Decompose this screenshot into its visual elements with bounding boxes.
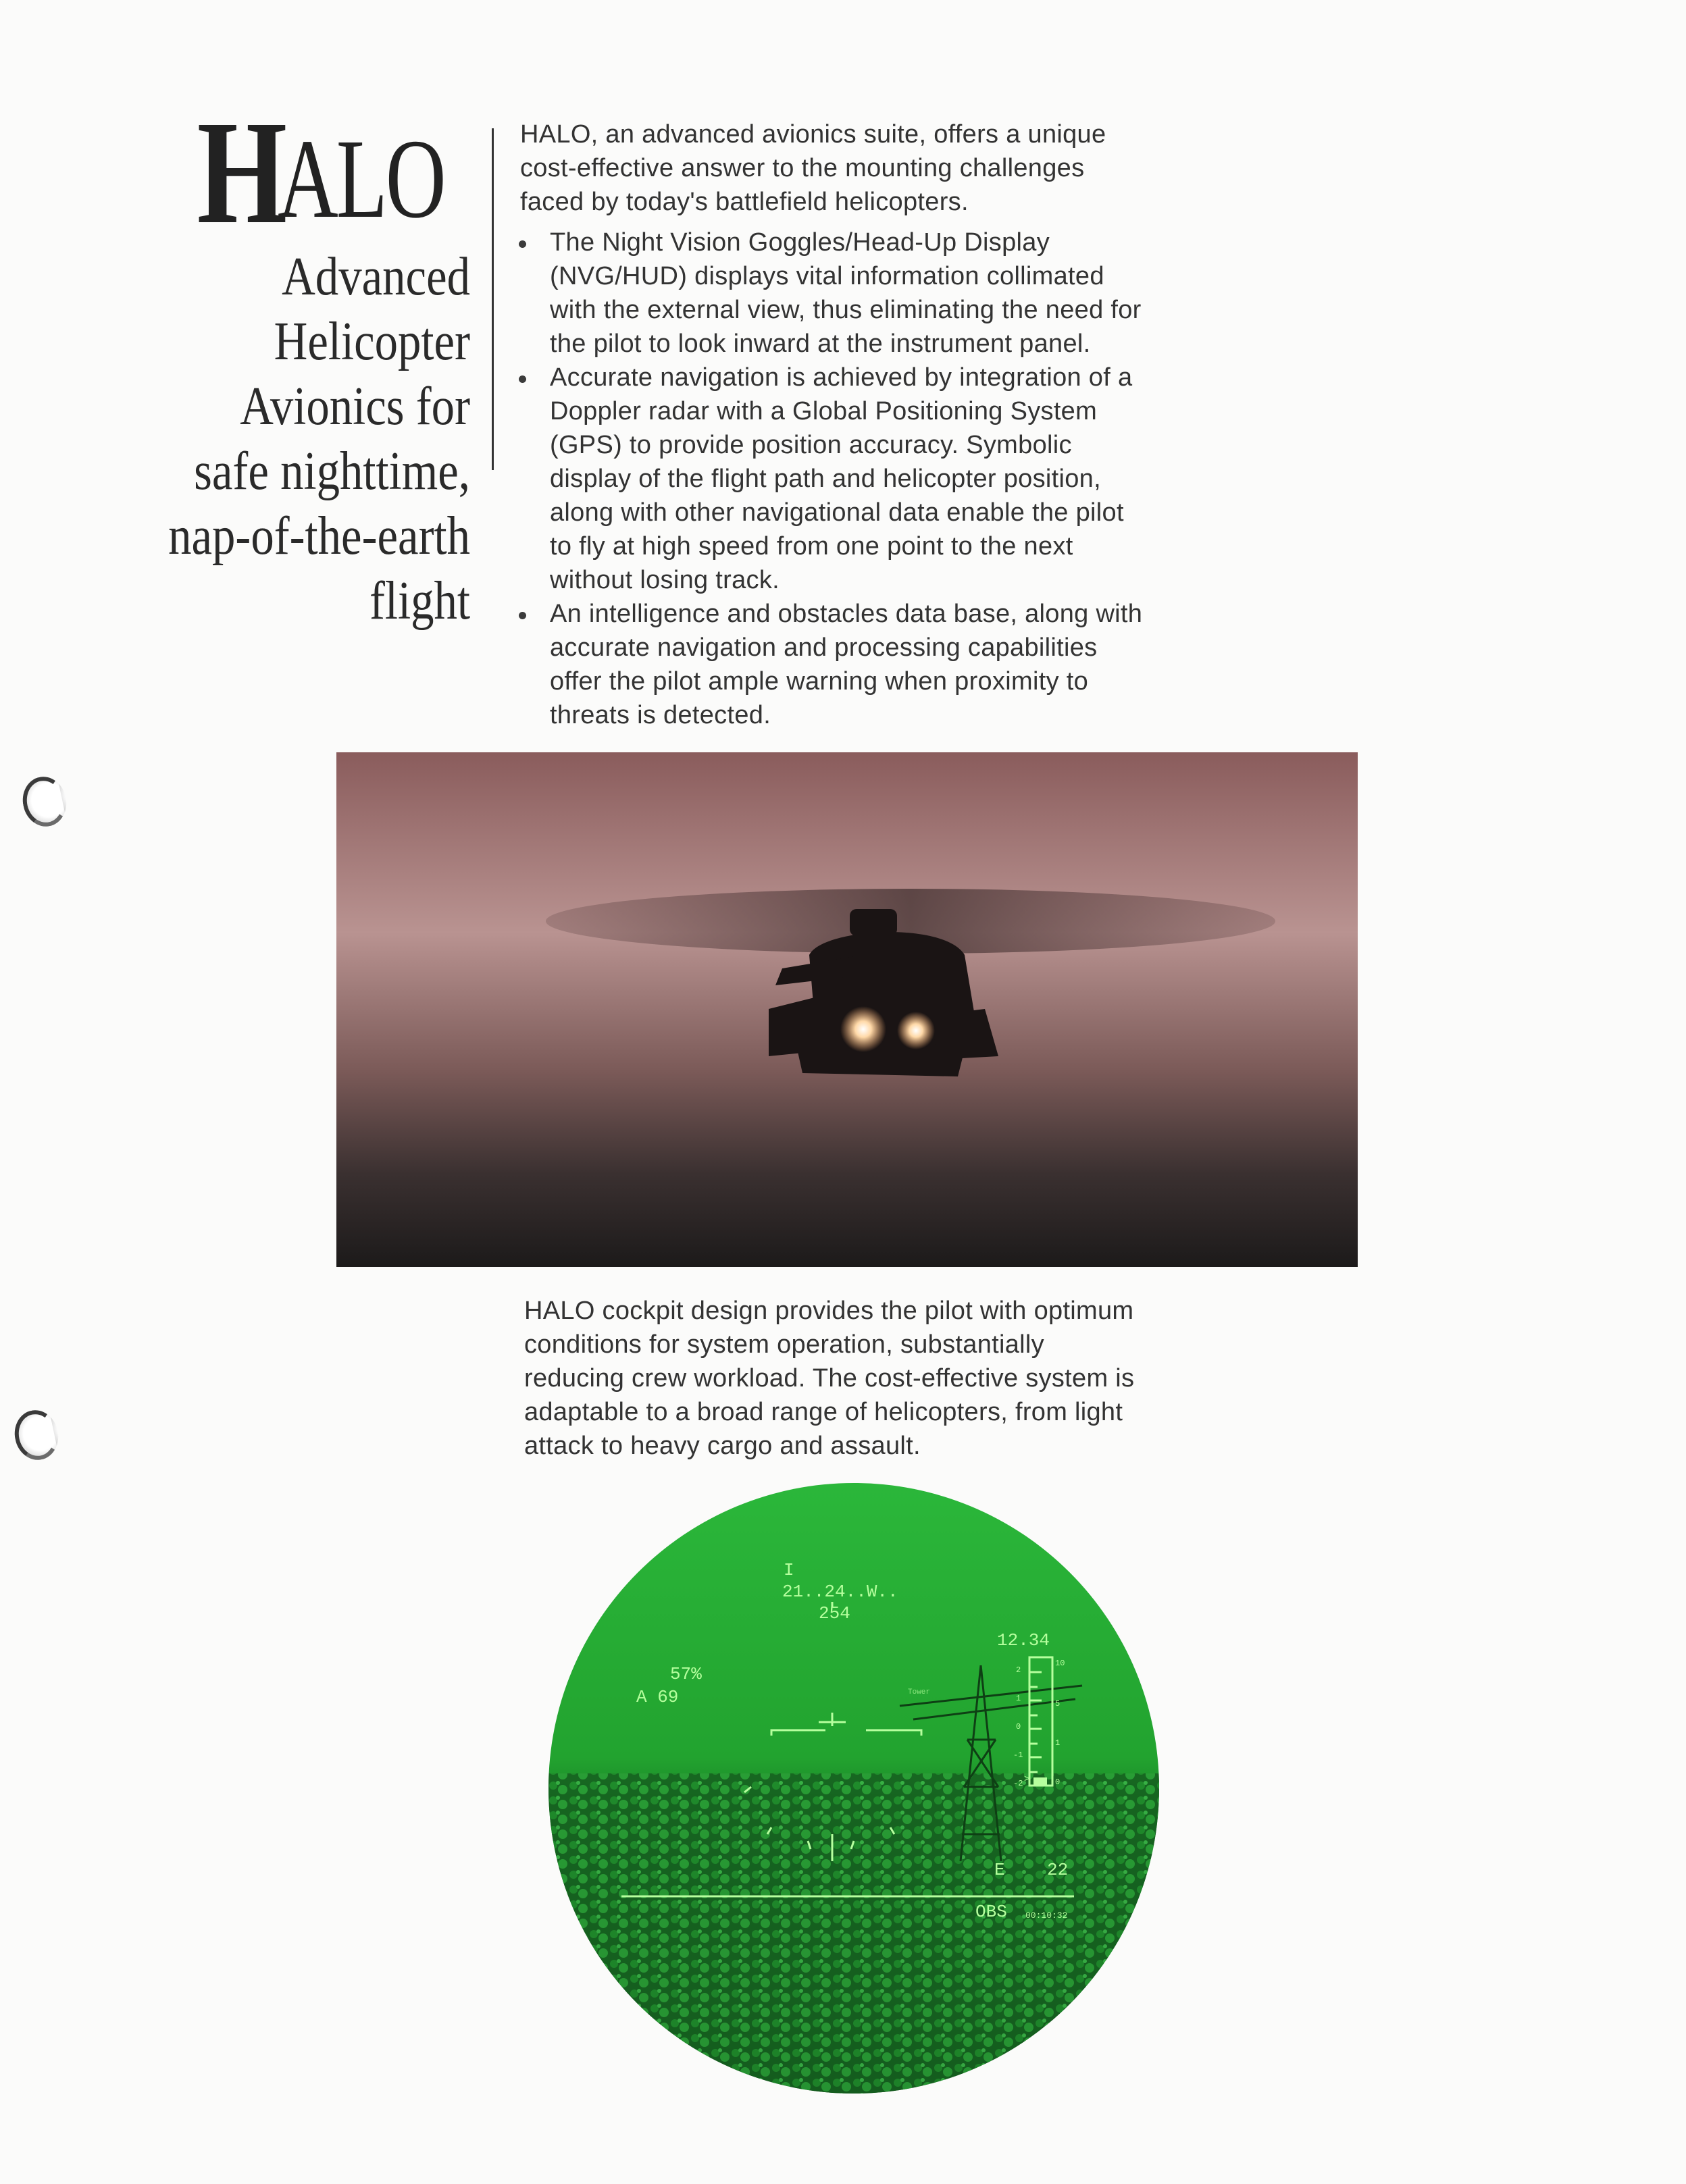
intro-line: HALO, an advanced avionics suite, offers a unique — [520, 120, 1106, 149]
hud-range-readout: 12.34 — [997, 1630, 1050, 1650]
feature-line: threats is detected. — [550, 701, 771, 729]
hud-wind-value: 22 — [1047, 1860, 1069, 1880]
night-vision-hud-view — [548, 1483, 1159, 2094]
feature-line: (NVG/HUD) displays vital information collimated — [550, 262, 1104, 290]
subtitle-line: nap-of-the-earth flight — [168, 506, 470, 631]
intro-paragraph — [520, 118, 1169, 219]
binder-hole-top — [18, 773, 71, 831]
terrain — [548, 1773, 1159, 2094]
feature-item-navigation — [513, 361, 1189, 597]
feature-line: display of the flight path and helicopter position, — [550, 465, 1101, 493]
title-rest: ALO — [277, 116, 444, 242]
hud-wind-direction: E — [994, 1860, 1005, 1880]
helicopter-photo — [336, 752, 1358, 1267]
hud-altitude: A 69 — [636, 1687, 679, 1707]
hud-mode: OBS — [975, 1902, 1007, 1922]
caption-line: conditions for system operation, substantially — [524, 1330, 1044, 1359]
title-initial: H — [197, 90, 287, 255]
halo-logo-title — [197, 90, 476, 255]
hud-torque: 57% — [670, 1664, 702, 1684]
vsi-label: 1 — [1055, 1738, 1061, 1748]
subtitle-line: safe nighttime, — [194, 442, 470, 501]
subtitle — [124, 244, 470, 633]
hud-heading-tape: 21..24..W.. — [782, 1582, 898, 1602]
hud-heading-value: 254 — [819, 1603, 850, 1623]
feature-line: without losing track. — [550, 566, 780, 594]
vsi-label: -1 — [1013, 1750, 1023, 1760]
vsi-label: 10 — [1055, 1659, 1065, 1668]
vsi-label: 0 — [1016, 1722, 1021, 1732]
feature-item-nvg-hud — [513, 226, 1189, 361]
hud-heading-marker: I — [784, 1560, 794, 1580]
vsi-label: 2 — [1016, 1665, 1021, 1675]
caption-line: HALO cockpit design provides the pilot with optimum — [524, 1297, 1134, 1325]
feature-line: the pilot to look inward at the instrument panel. — [550, 330, 1091, 358]
caption-line: attack to heavy cargo and assault. — [524, 1432, 921, 1460]
vsi-label: 5 — [1055, 1699, 1061, 1709]
feature-line: An intelligence and obstacles data base, along with — [550, 600, 1143, 628]
binder-hole-bottom — [10, 1406, 63, 1464]
feature-line: offer the pilot ample warning when proximity to — [550, 667, 1089, 696]
landing-light-left — [840, 1006, 886, 1052]
subtitle-line: Advanced Helicopter — [274, 247, 470, 371]
hud-timer: 00:10:32 — [1025, 1910, 1068, 1921]
feature-line: Doppler radar with a Global Positioning System — [550, 397, 1098, 425]
tower-label: Tower — [908, 1688, 931, 1696]
feature-list — [513, 226, 1189, 732]
caption-line: adaptable to a broad range of helicopters, from light — [524, 1398, 1123, 1426]
landing-light-right — [897, 1012, 935, 1049]
caption-paragraph — [524, 1294, 1200, 1463]
vertical-divider — [492, 128, 494, 470]
vsi-pointer: > — [1024, 1774, 1030, 1785]
feature-line: with the external view, thus eliminating the need for — [550, 296, 1142, 324]
feature-line: (GPS) to provide position accuracy. Symbolic — [550, 431, 1072, 459]
feature-item-threat-database — [513, 597, 1189, 732]
feature-line: along with other navigational data enable the pilot — [550, 498, 1124, 527]
feature-line: to fly at high speed from one point to the next — [550, 532, 1073, 561]
caption-line: reducing crew workload. The cost-effective system is — [524, 1364, 1135, 1393]
intro-line: cost-effective answer to the mounting challenges — [520, 154, 1085, 182]
feature-line: Accurate navigation is achieved by integration of a — [550, 363, 1133, 392]
subtitle-line: Avionics for — [240, 377, 470, 436]
vsi-label: -2 — [1013, 1779, 1023, 1788]
feature-line: accurate navigation and processing capabilities — [550, 633, 1098, 662]
vsi-indicator — [1033, 1777, 1047, 1786]
feature-line: The Night Vision Goggles/Head-Up Display — [550, 228, 1050, 257]
vsi-label: 0 — [1055, 1777, 1061, 1787]
intro-line: faced by today's battlefield helicopters. — [520, 188, 969, 216]
vsi-label: 1 — [1016, 1694, 1021, 1703]
